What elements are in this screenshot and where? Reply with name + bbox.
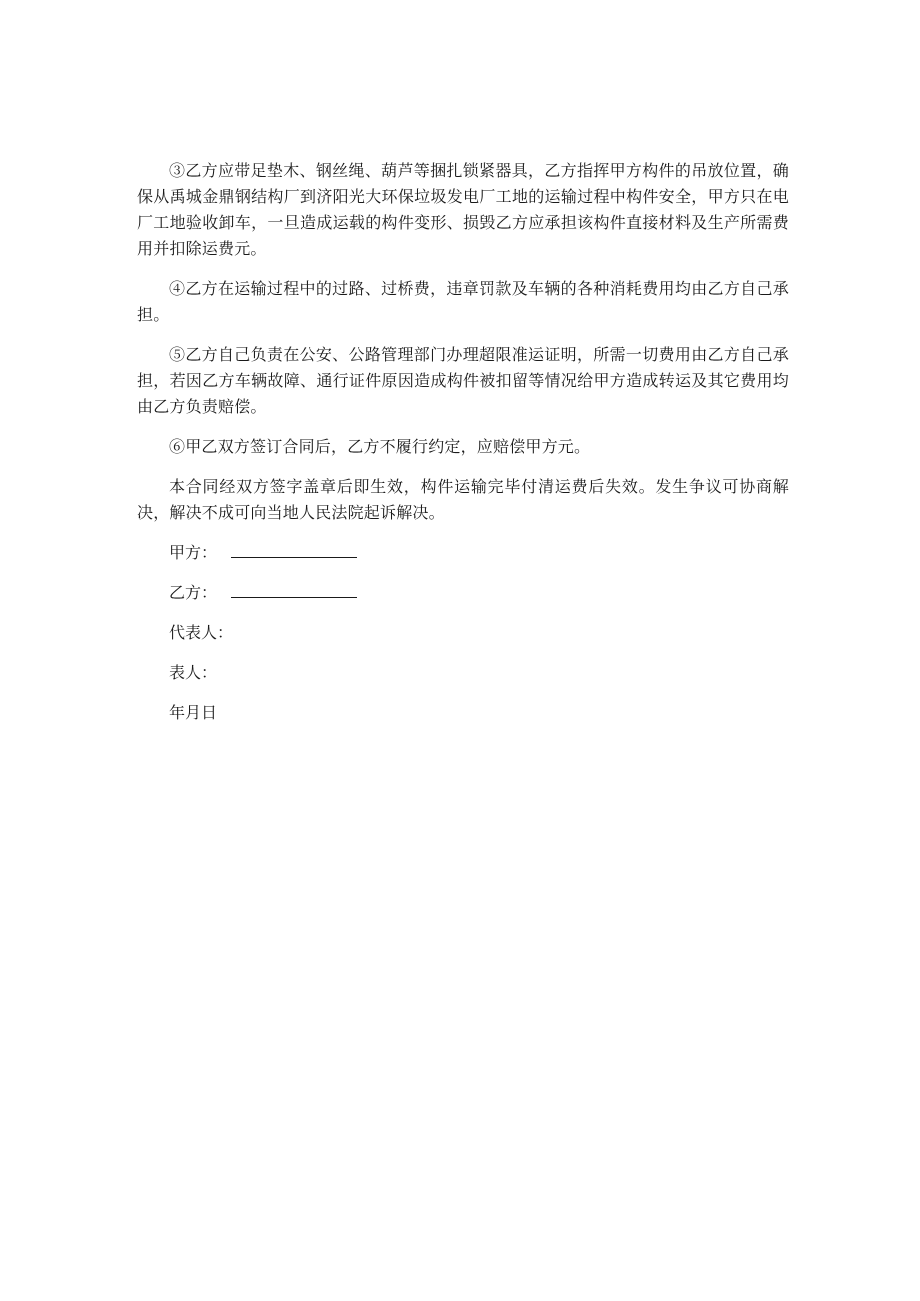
party-b-label: 乙方： xyxy=(169,583,218,602)
party-a-blank-line xyxy=(231,543,357,558)
document-body xyxy=(137,158,789,740)
party-a-signature xyxy=(137,540,789,566)
representative2-label: 表人： xyxy=(169,663,218,682)
date-label: 年月日 xyxy=(169,703,218,722)
party-b-signature xyxy=(137,580,789,606)
party-b-blank-line xyxy=(231,583,357,598)
clause-6: ⑥甲乙双方签订合同后，乙方不履行约定，应赔偿甲方元。 xyxy=(169,437,591,456)
clause-3: ③乙方应带足垫木、钢丝绳、葫芦等捆扎锁紧器具，乙方指挥甲方构件的吊放位置，确保从禹城金鼎钢结构厂到济阳光大环保垃圾发电厂工地的运输过程中构件安全，甲方只在电厂工地验收卸车，一旦造成运载的构件变形、损毁乙方应承担该构件直接材料及生产所需费用并扣除运费元。 xyxy=(137,161,789,258)
date-line xyxy=(137,700,789,726)
clause-4: ④乙方在运输过程中的过路、过桥费，违章罚款及车辆的各种消耗费用均由乙方自己承担。 xyxy=(137,279,789,324)
representative-label: 代表人： xyxy=(169,623,234,642)
party-a-label: 甲方： xyxy=(169,543,218,562)
representative-line xyxy=(137,620,789,646)
representative2-line xyxy=(137,660,789,686)
clause-5: ⑤乙方自己负责在公安、公路管理部门办理超限准运证明，所需一切费用由乙方自己承担，若因乙方车辆故障、通行证件原因造成构件被扣留等情况给甲方造成转运及其它费用均由乙方负责赔偿。 xyxy=(137,345,789,416)
effective-clause: 本合同经双方签字盖章后即生效，构件运输完毕付清运费后失效。发生争议可协商解决，解决不成可向当地人民法院起诉解决。 xyxy=(137,477,789,522)
